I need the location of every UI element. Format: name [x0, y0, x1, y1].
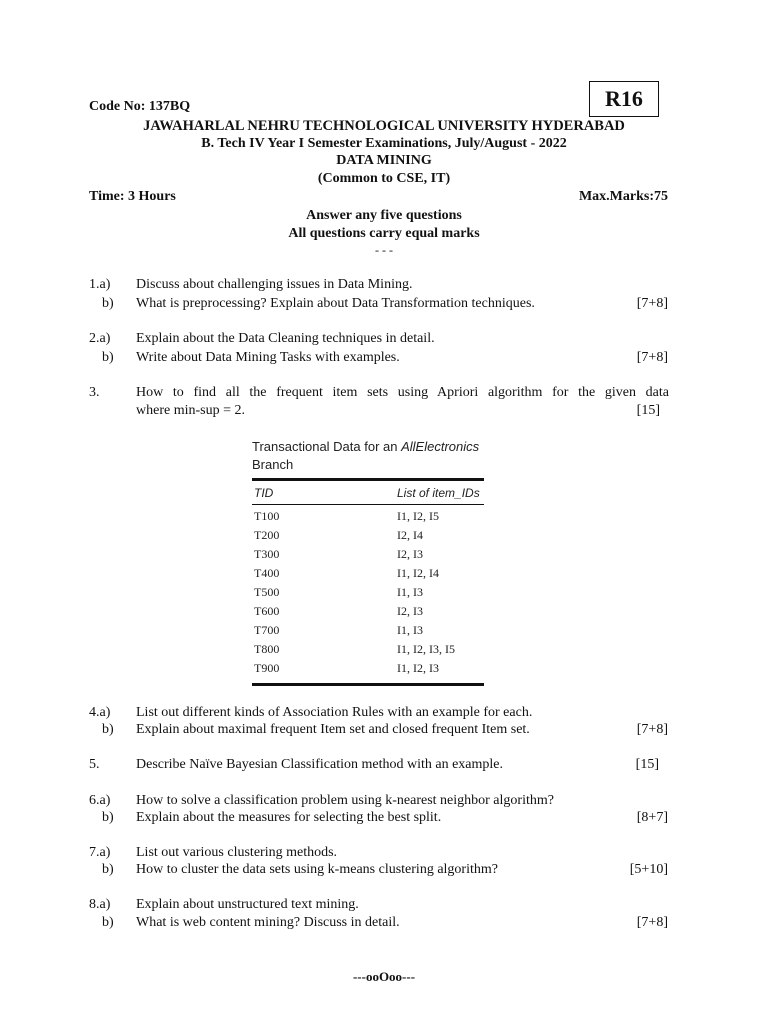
- table-cell-tid: T800: [254, 642, 280, 656]
- question-text: How to find all the frequent item sets using Apriori algorithm for the given data: [136, 385, 669, 400]
- question-text: What is web content mining? Discuss in detail.: [136, 915, 400, 930]
- question-marks: [15]: [635, 757, 659, 772]
- end-marker: ---ooOoo---: [352, 969, 416, 984]
- question-text: Discuss about challenging issues in Data Mining.: [136, 277, 413, 292]
- question-number: 2.a): [89, 331, 111, 346]
- question-text: Explain about the Data Cleaning techniques in detail.: [136, 331, 435, 346]
- university-name: JAWAHARLAL NEHRU TECHNOLOGICAL UNIVERSITY HYDERABAD: [143, 118, 625, 134]
- instruction-answer: Answer any five questions: [306, 208, 462, 223]
- question-number: 7.a): [89, 845, 111, 860]
- table-caption-branch: Branch: [252, 457, 294, 472]
- question-marks: [5+10]: [629, 862, 668, 877]
- table-cell-tid: T900: [254, 661, 280, 675]
- table-cell-tid: T200: [254, 528, 280, 542]
- table-cell-items: I1, I2, I3: [397, 661, 439, 675]
- table-cell-items: I2, I4: [397, 528, 423, 542]
- question-number: 1.a): [89, 277, 111, 292]
- instruction-marks: All questions carry equal marks: [288, 226, 480, 241]
- question-number: b): [102, 350, 114, 365]
- table-cell-tid: T300: [254, 547, 280, 561]
- table-cell-items: I1, I3: [397, 623, 423, 637]
- table-cell-items: I1, I2, I3, I5: [397, 642, 455, 656]
- question-marks: [7+8]: [636, 722, 668, 737]
- question-text: How to cluster the data sets using k-means clustering algorithm?: [136, 862, 498, 877]
- question-marks: [7+8]: [636, 915, 668, 930]
- question-marks: [7+8]: [636, 350, 668, 365]
- question-number: 3.: [89, 385, 100, 400]
- table-header-tid: TID: [254, 486, 274, 500]
- question-text: How to solve a classification problem using k-nearest neighbor algorithm?: [136, 793, 554, 808]
- question-number: b): [102, 862, 114, 877]
- table-cell-items: I2, I3: [397, 547, 423, 561]
- regulation-badge: R16: [589, 81, 659, 117]
- question-text: List out various clustering methods.: [136, 845, 338, 860]
- table-bottom-rule: [252, 683, 484, 686]
- question-text: Explain about unstructured text mining.: [136, 897, 359, 912]
- question-text: List out different kinds of Association Rules with an example for each.: [136, 705, 533, 720]
- table-top-rule: [252, 478, 484, 481]
- question-text: Describe Naïve Bayesian Classification method with an example.: [136, 757, 504, 772]
- question-marks: [7+8]: [636, 296, 668, 311]
- table-cell-items: I1, I2, I5: [397, 509, 439, 523]
- code-number: Code No: 137BQ: [89, 99, 191, 114]
- question-number: b): [102, 722, 114, 737]
- time-allowed: Time: 3 Hours: [89, 189, 176, 204]
- exam-title: B. Tech IV Year I Semester Examinations, July/August - 2022: [201, 136, 567, 151]
- table-cell-tid: T400: [254, 566, 280, 580]
- table-cell-tid: T500: [254, 585, 280, 599]
- question-number: 6.a): [89, 793, 111, 808]
- question-number: b): [102, 296, 114, 311]
- question-text-continued: where min-sup = 2.: [136, 403, 245, 418]
- question-marks: [8+7]: [636, 810, 668, 825]
- table-cell-tid: T100: [254, 509, 280, 523]
- table-cell-tid: T600: [254, 604, 280, 618]
- table-cell-items: I2, I3: [397, 604, 423, 618]
- table-cell-items: I1, I2, I4: [397, 566, 439, 580]
- table-caption-prefix: Transactional Data for an: [252, 439, 402, 454]
- question-number: b): [102, 810, 114, 825]
- question-number: 4.a): [89, 705, 111, 720]
- table-header-items: List of item_IDs: [397, 486, 480, 500]
- table-cell-items: I1, I3: [397, 585, 423, 599]
- question-number: 8.a): [89, 897, 111, 912]
- table-header-rule: [252, 504, 484, 505]
- question-number: b): [102, 915, 114, 930]
- question-text: Write about Data Mining Tasks with examples.: [136, 350, 400, 365]
- question-text: Explain about maximal frequent Item set and closed frequent Item set.: [136, 722, 530, 737]
- table-cell-tid: T700: [254, 623, 280, 637]
- table-caption: [252, 438, 479, 474]
- question-number: 5.: [89, 757, 100, 772]
- subject-title: DATA MINING: [336, 153, 432, 168]
- max-marks: Max.Marks:75: [578, 189, 668, 204]
- question-text: Explain about the measures for selecting the best split.: [136, 810, 442, 825]
- common-branches: (Common to CSE, IT): [317, 171, 451, 186]
- table-caption-company: AllElectronics: [401, 439, 480, 454]
- separator: - - -: [375, 243, 393, 257]
- question-text: What is preprocessing? Explain about Data Transformation techniques.: [136, 296, 535, 311]
- question-marks: [15]: [636, 403, 660, 418]
